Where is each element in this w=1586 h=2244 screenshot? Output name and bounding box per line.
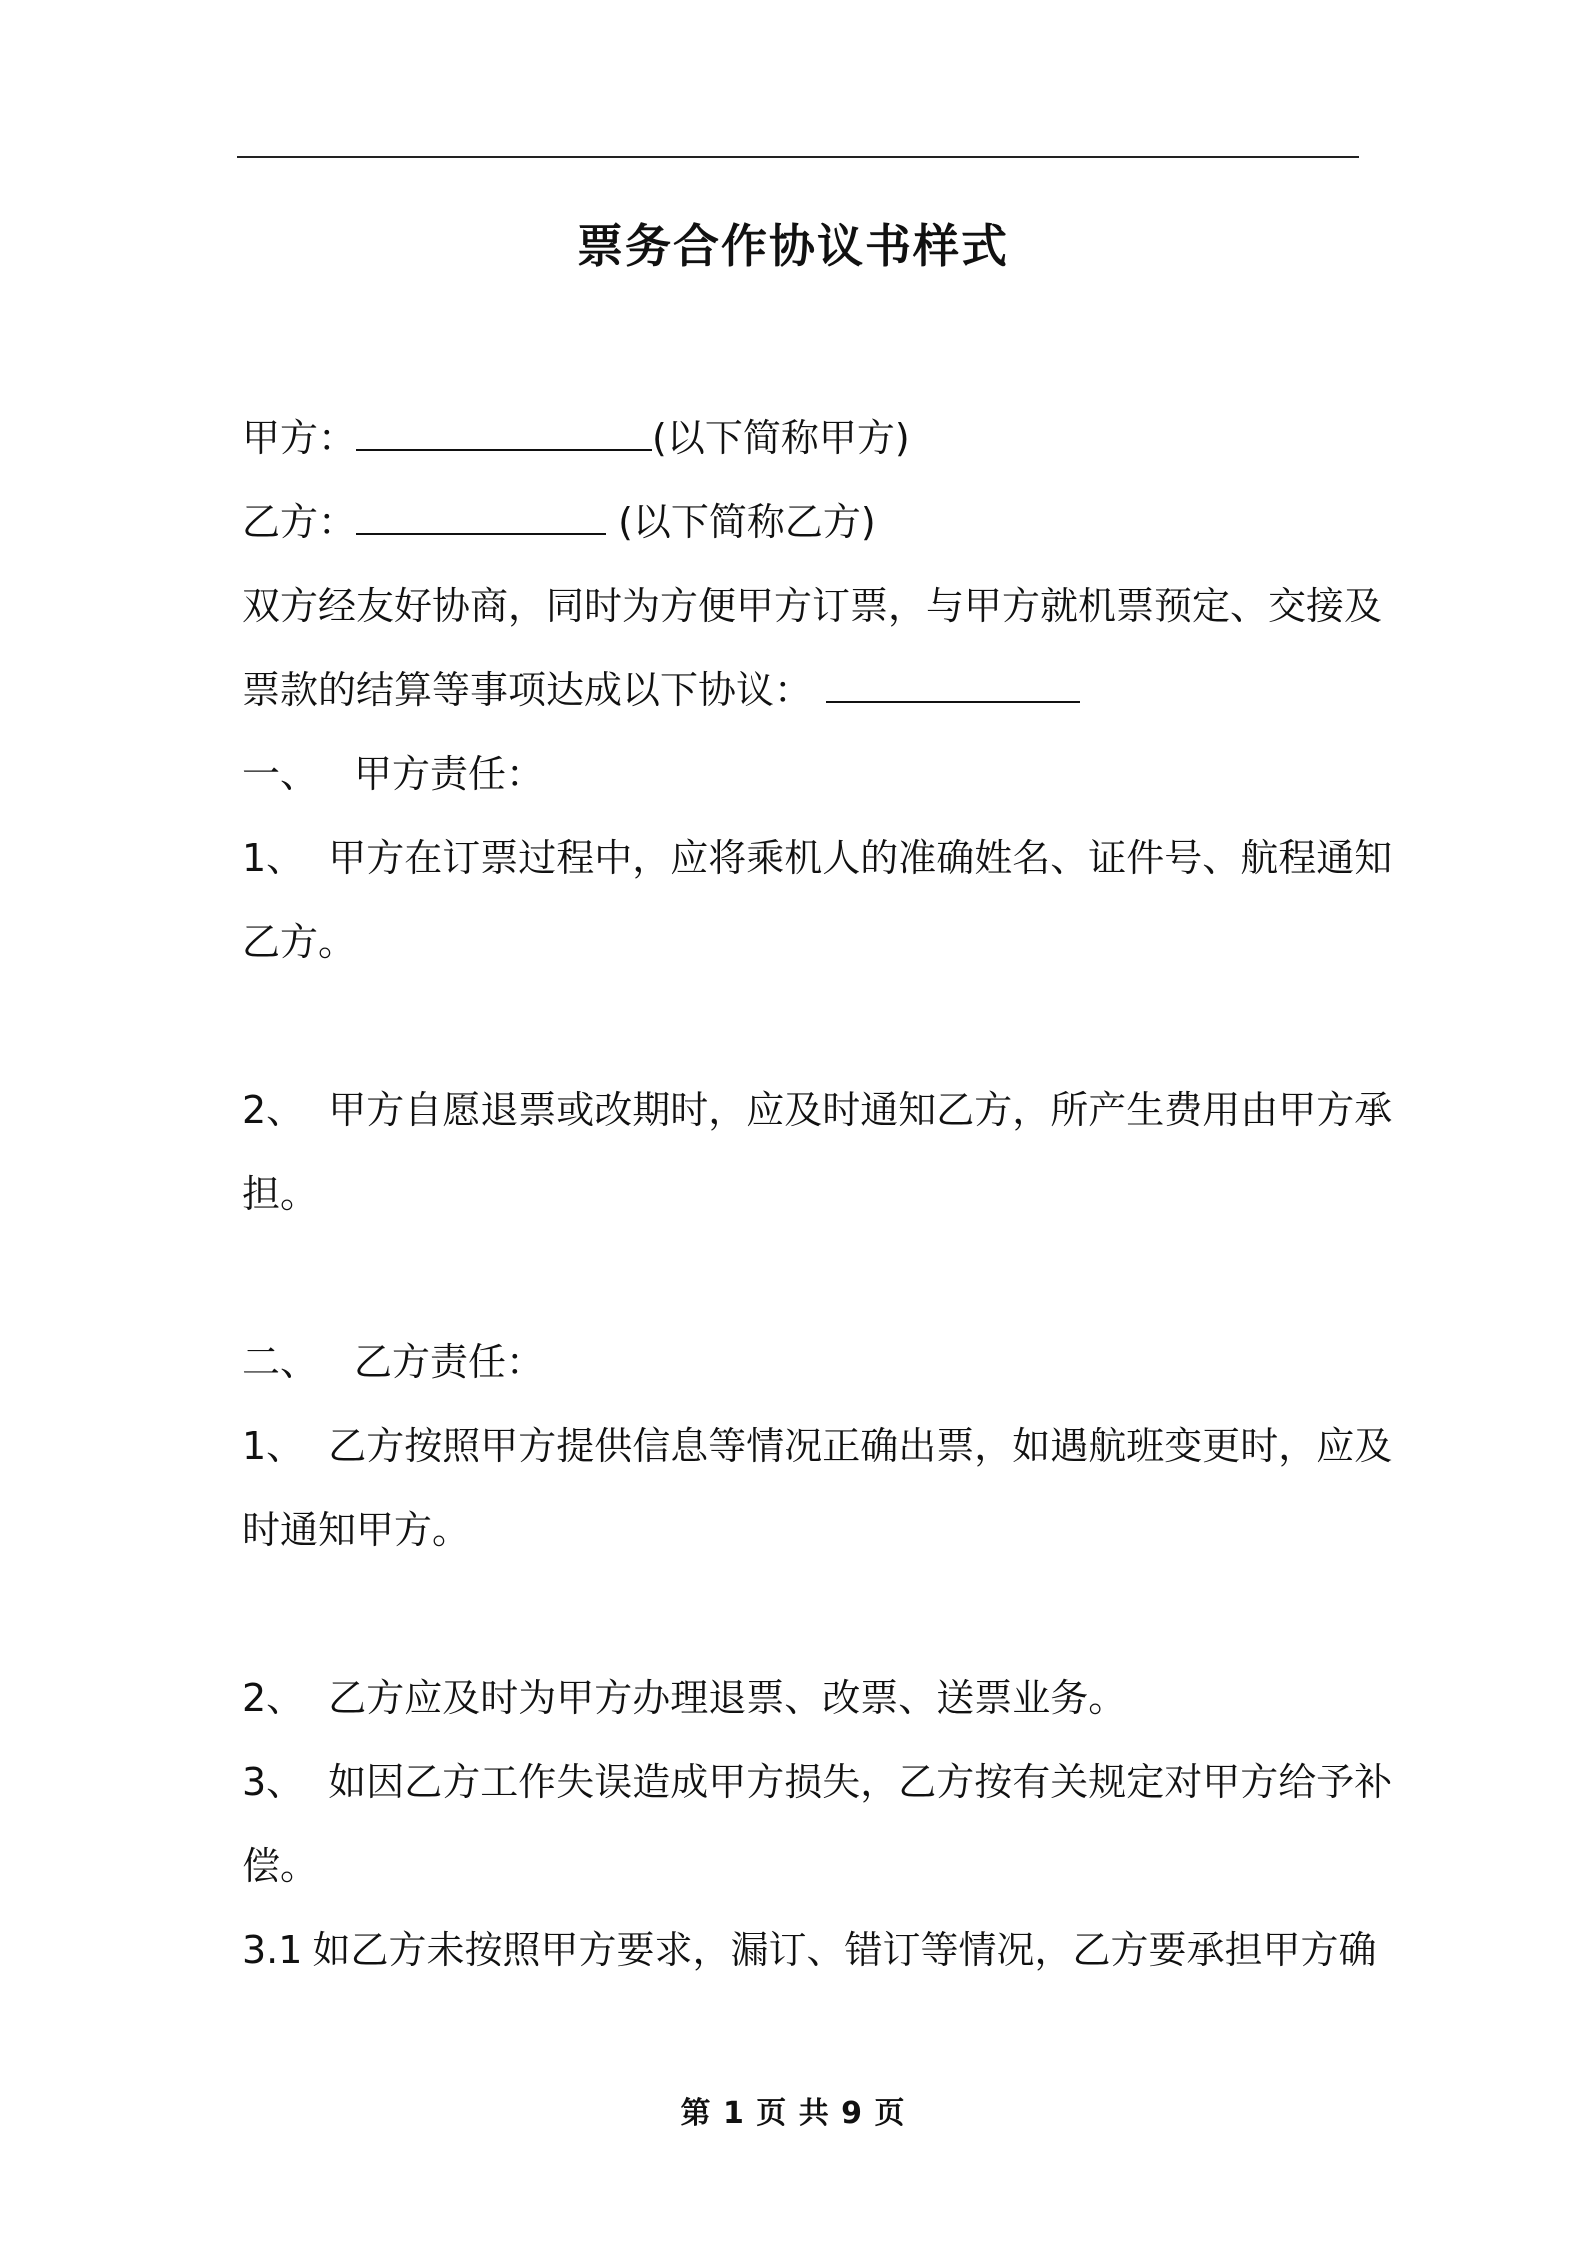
party-a-label: 甲方： [242, 416, 357, 460]
section-1-title: 甲方责任： [354, 752, 545, 796]
party-a-suffix: (以下简称甲方) [652, 416, 910, 460]
section-1-item-2-line-1 [242, 1082, 1393, 1138]
section-1-number: 一、 [242, 752, 319, 796]
item-text: 甲方自愿退票或改期时，应及时通知乙方，所产生费用由甲方承 [328, 1088, 1393, 1132]
party-b-label: 乙方： [242, 500, 357, 544]
item-text: 甲方在订票过程中，应将乘机人的准确姓名、证件号、航程通知 [328, 836, 1393, 880]
section-1-heading [242, 746, 1362, 802]
item-number: 2、 [242, 1676, 305, 1720]
party-b-blank[interactable] [356, 499, 606, 535]
section-2-item-3-line-1 [242, 1754, 1393, 1810]
item-text: 乙方应及时为甲方办理退票、改票、送票业务。 [328, 1676, 1127, 1720]
party-b-suffix: (以下简称乙方) [606, 500, 876, 544]
intro-text: 票款的结算等事项达成以下协议： [242, 668, 813, 712]
item-text: 如因乙方工作失误造成甲方损失，乙方按有关规定对甲方给予补 [328, 1760, 1393, 1804]
section-2-item-1-line-2: 时通知甲方。 [242, 1508, 471, 1552]
party-a-blank[interactable] [356, 415, 652, 451]
intro-blank[interactable] [826, 667, 1080, 703]
section-2-item-1-line-1 [242, 1418, 1393, 1474]
section-1-item-1-line-1 [242, 830, 1393, 886]
item-number: 3、 [242, 1760, 305, 1804]
section-2-item-3-1-line-1 [242, 1922, 1377, 1978]
header-rule [237, 156, 1359, 158]
intro-line-1: 双方经友好协商，同时为方便甲方订票，与甲方就机票预定、交接及 [242, 584, 1383, 628]
party-a-line [242, 410, 1362, 466]
section-2-heading [242, 1334, 1362, 1390]
section-2-item-3-line-2: 偿。 [242, 1844, 319, 1888]
section-2-item-2-line-1 [242, 1670, 1362, 1726]
section-1-item-2-line-2: 担。 [242, 1172, 319, 1216]
section-1-item-1-line-2: 乙方。 [242, 920, 357, 964]
party-b-line [242, 494, 1362, 550]
intro-line-2 [242, 662, 1362, 718]
item-number: 1、 [242, 836, 305, 880]
item-number: 2、 [242, 1088, 305, 1132]
document-title: 票务合作协议书样式 [577, 219, 1009, 273]
item-text: 乙方按照甲方提供信息等情况正确出票，如遇航班变更时，应及 [328, 1424, 1393, 1468]
page-footer: 第 1 页 共 9 页 [680, 2096, 906, 2131]
item-number: 1、 [242, 1424, 305, 1468]
item-number: 3.1 [242, 1928, 303, 1972]
section-2-number: 二、 [242, 1340, 319, 1384]
section-2-title: 乙方责任： [354, 1340, 545, 1384]
item-text: 如乙方未按照甲方要求，漏订、错订等情况，乙方要承担甲方确 [312, 1928, 1377, 1972]
